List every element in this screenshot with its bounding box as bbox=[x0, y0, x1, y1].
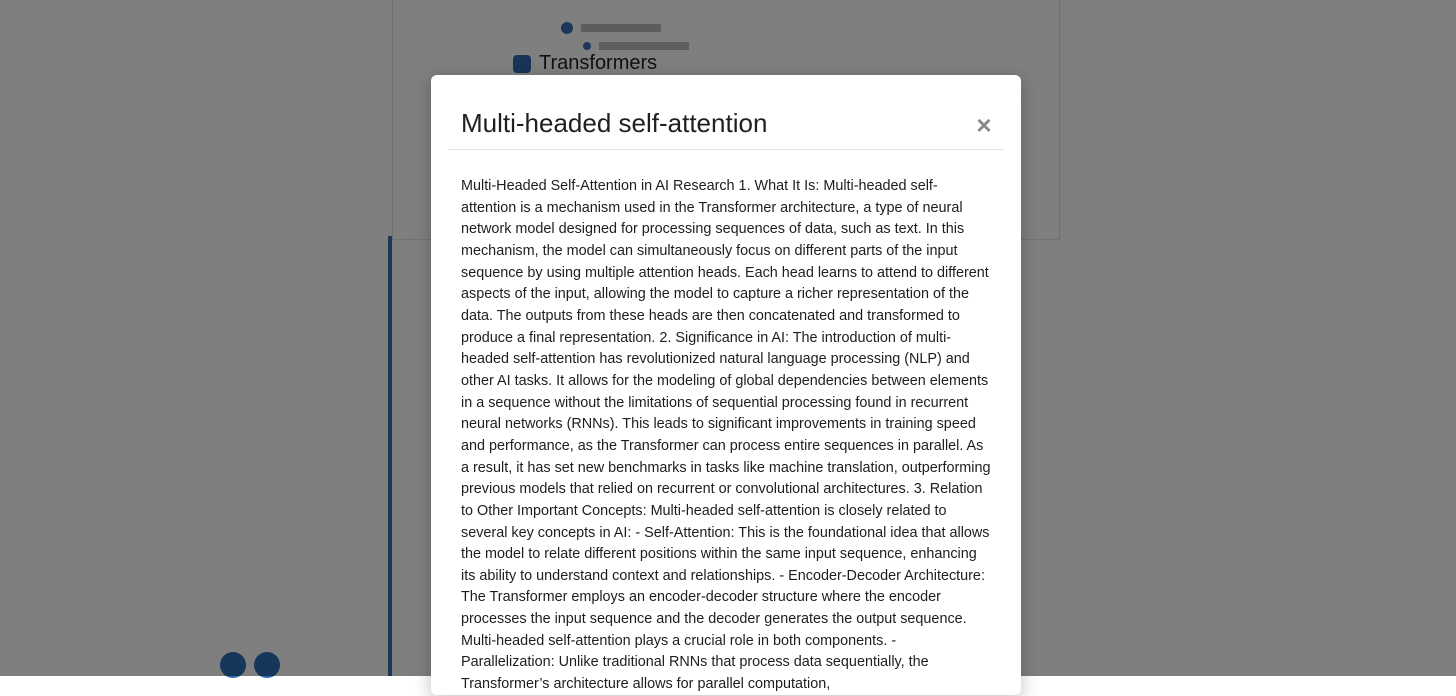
close-icon[interactable]: × bbox=[976, 110, 992, 140]
modal-title: Multi-headed self-attention bbox=[461, 108, 768, 138]
modal-body-text: Multi-Headed Self-Attention in AI Research 1. What It Is: Multi-headed self-attention is a mechanism used in the Transformer architecture, a type of neural network model designed for processing sequences of data, such as text. In this mechanism, the model can simultaneously focus on different parts of the input sequence by using multiple attention heads. Each head learns to attend to different aspects of the input, allowing the model to capture a richer representation of the data. The outputs from these heads are then concatenated and transformed to produce a final representation. 2. Significance in AI: The introduction of multi-headed self-attention has revolutionized natural language processing (NLP) and other AI tasks. It allows for the modeling of global dependencies between elements in a sequence without the limitations of sequential processing found in recurrent neural networks (RNNs). This leads to significant improvements in training speed and performance, as the Transformer can process entire sequences in parallel. As a result, it has set new benchmarks in tasks like machine translation, outperforming previous models that relied on recurrent or convolutional architectures. 3. Relation to Other Important Concepts: Multi-headed self-attention is closely related to several key concepts in AI: - Self-Attention: This is the foundational idea that allows the model to relate different positions within the same input sequence, enhancing its ability to understand context and relationships. - Encoder-Decoder Architecture: The Transformer employs an encoder-decoder structure where the encoder processes the input sequence and the decoder generates the output sequence. Multi-headed self-attention plays a crucial role in both components. - Parallelization: Unlike traditional RNNs that process data sequentially, the Transformer’s architecture allows for parallel computation, bbox=[461, 178, 991, 693]
modal-header bbox=[448, 75, 1004, 150]
modal-dialog bbox=[431, 75, 1021, 695]
